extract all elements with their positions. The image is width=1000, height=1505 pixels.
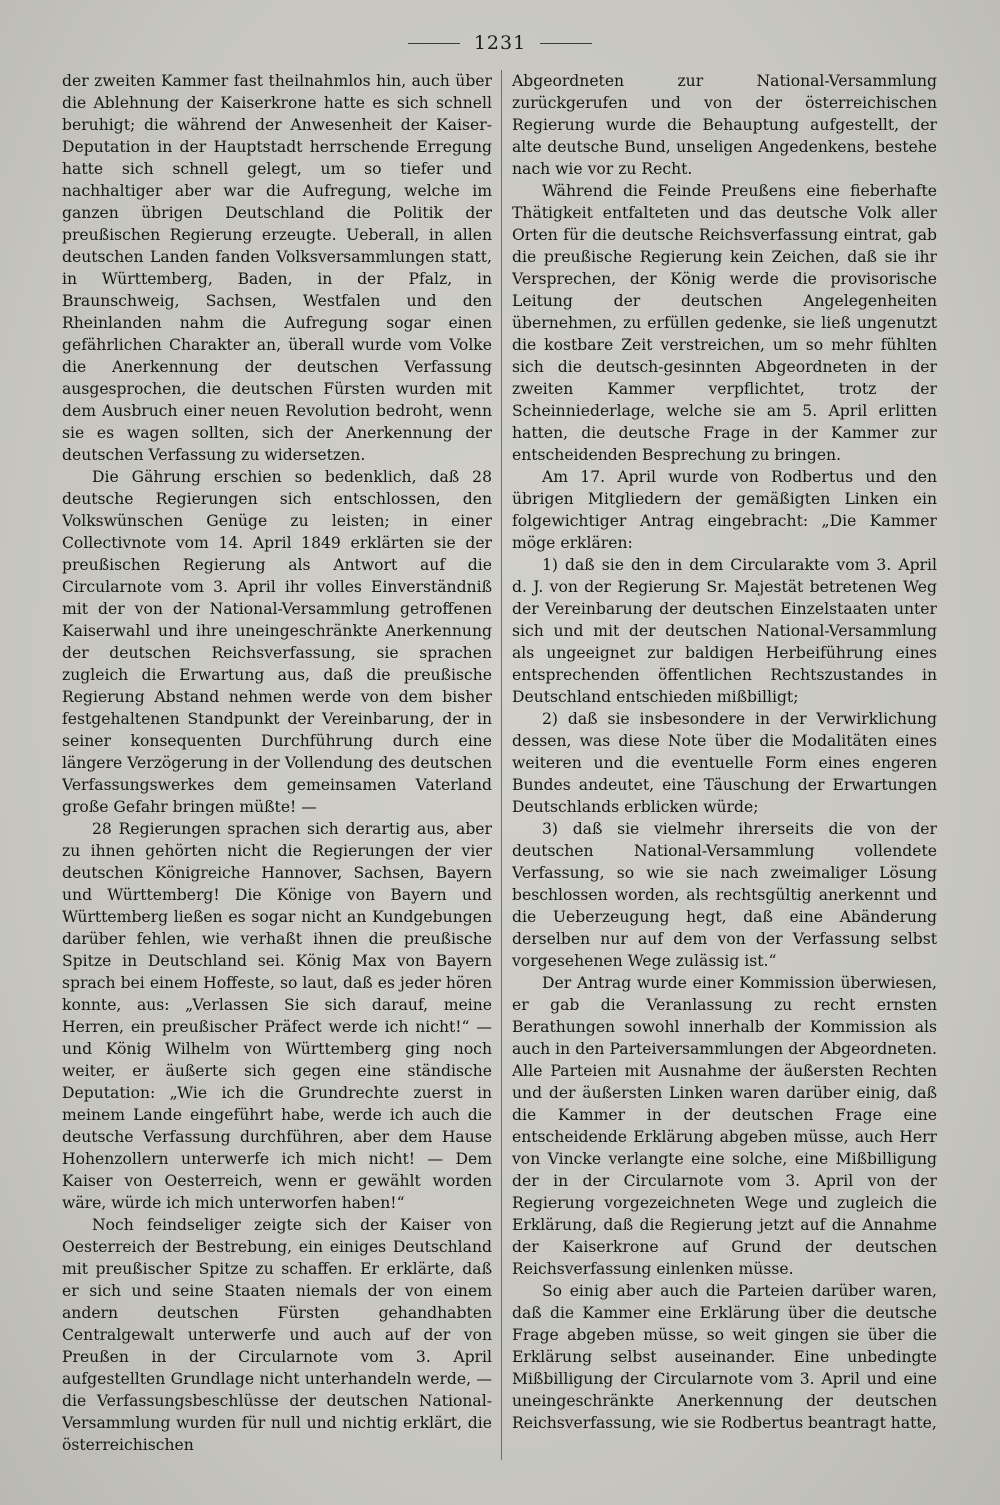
numbered-item: 1) daß sie den in dem Circularakte vom 3. April d. J. von der Regierung Sr. Majestät betretenen Weg der Vereinbarung der deutschen Einzelstaaten unter sich und mit der deutschen National-Versammlung als ungeeignet zur baldigen Herbeiführung eines entsprechenden öffentlichen Rechtszustandes in Deutschland entschieden mißbilligt; <box>512 556 937 706</box>
paragraph: der zweiten Kammer fast theilnahmlos hin, auch über die Ablehnung der Kaiserkrone hatte es sich schnell beruhigt; die während der Anwesenheit der Kaiser-Deputation in der Hauptstadt herrschende Erregung hatte sich schnell gelegt, um so tiefer und nachhaltiger aber war die Aufregung, welche im ganzen übrigen Deutschland die Politik der preußischen Regierung erzeugte. Ueberall, in allen deutschen Landen fanden Volksversammlungen statt, in Württemberg, Baden, in der Pfalz, in Braunschweig, Sachsen, Westfalen und den Rheinlanden nahm die Aufregung sogar einen gefährlichen Charakter an, überall wurde vom Volke die Anerkennung der deutschen Verfassung ausgesprochen, die deutschen Fürsten wurden mit dem Ausbruch einer neuen Revolution bedroht, wenn sie es wagen sollten, sich der Anerkennung der deutschen Verfassung zu widersetzen. <box>62 72 492 464</box>
paragraph: 28 Regierungen sprachen sich derartig aus, aber zu ihnen gehörten nicht die Regierungen der vier deutschen Königreiche Hannover, Sachsen, Bayern und Württemberg! Die Könige von Bayern und Württemberg ließen es sogar nicht an Kundgebungen darüber fehlen, wie verhaßt ihnen die preußische Spitze in Deutschland sei. König Max von Bayern sprach bei einem Hoffeste, so laut, daß es jeder hören konnte, aus: „Verlassen Sie sich darauf, meine Herren, ein preußischer Präfect werde ich nicht!“ — und König Wilhelm von Württemberg ging noch weiter, er äußerte sich gegen eine ständische Deputation: „Wie ich die Grundrechte zuerst in meinem Lande eingeführt habe, werde ich auch die deutsche Verfassung durchführen, aber dem Hause Hohenzollern unterwerfe ich mich nicht! — Dem Kaiser von Oesterreich, wenn er gewählt worden wäre, würde ich mich unterworfen haben!“ <box>62 820 492 1212</box>
paragraph: Die Gährung erschien so bedenklich, daß 28 deutsche Regierungen sich entschlossen, den Volkswünschen Genüge zu leisten; in einer Collectivnote vom 14. April 1849 erklärten sie der preußischen Regierung als Antwort auf die Circularnote vom 3. April ihr volles Einverständniß mit der von der National-Versammlung getroffenen Kaiserwahl und ihre uneingeschränkte Anerkennung der deutschen Reichsverfassung, sie sprachen zugleich die Erwartung aus, daß die preußische Regierung Abstand nehmen werde von dem bisher festgehaltenen Standpunkt der Vereinbarung, der in seiner konsequenten Durchführung durch eine längere Verzögerung in der Vollendung des deutschen Verfassungswerkes dem gemeinsamen Vaterland große Gefahr bringen müßte! — <box>62 468 492 816</box>
paragraph: Am 17. April wurde von Rodbertus und den übrigen Mitgliedern der gemäßigten Linken ein folgewichtiger Antrag eingebracht: „Die Kammer möge erklären: <box>512 468 937 552</box>
paragraph: So einig aber auch die Parteien darüber waren, daß die Kammer eine Erklärung über die deutsche Frage abgeben müsse, so weit gingen sie über die Erklärung selbst auseinander. Eine unbedingte Mißbilligung der Circularnote vom 3. April und eine uneingeschränkte Anerkennung der deutschen Reichsverfassung, wie sie Rodbertus beantragt hatte, <box>512 1282 937 1432</box>
paragraph: Während die Feinde Preußens eine fieberhafte Thätigkeit entfalteten und das deutsche Volk aller Orten für die deutsche Reichsverfassung eintrat, gab die preußische Regierung kein Zeichen, daß sie ihr Versprechen, der König werde die provisorische Leitung der deutschen Angelegenheiten übernehmen, zu erfüllen gedenke, sie ließ ungenutzt die kostbare Zeit verstreichen, um so mehr fühlten sich die deutsch-gesinnten Abgeordneten in der zweiten Kammer verpflichtet, trotz der Scheinniederlage, welche sie am 5. April erlitten hatten, die deutsche Frage in der Kammer zur entscheidenden Besprechung zu bringen. <box>512 182 937 464</box>
column-divider <box>501 70 502 1460</box>
paragraph: Der Antrag wurde einer Kommission überwiesen, er gab die Veranlassung zu recht ernsten Berathungen sowohl innerhalb der Kommission als auch in den Parteiversammlungen der Abgeordneten. Alle Parteien mit Ausnahme der äußersten Rechten und der äußersten Linken waren darüber einig, daß die Kammer in der deutschen Frage eine entscheidende Erklärung abgeben müsse, auch Herr von Vincke verlangte eine solche, eine Mißbilligung der in der Circularnote vom 3. April von der Regierung vorgezeichneten Wege und zugleich die Erklärung, daß die Regierung jetzt auf die Annahme der Kaiserkrone auf Grund der deutschen Reichsverfassung einlenken müsse. <box>512 974 937 1278</box>
paragraph: Abgeordneten zur National-Versammlung zurückgerufen und von der österreichischen Regierung wurde die Behauptung aufgestellt, der alte deutsche Bund, unseligen Angedenkens, bestehe nach wie vor zu Recht. <box>512 72 937 178</box>
numbered-item: 3) daß sie vielmehr ihrerseits die von der deutschen National-Versammlung vollendete Verfassung, so wie sie nach zweimaliger Lösung beschlossen worden, als rechtsgültig anerkennt und die Ueberzeugung hegt, daß eine Abänderung derselben nur auf dem von der Verfassung selbst vorgesehenen Wege zulässig ist.“ <box>512 820 937 970</box>
page-number: 1231 <box>473 32 527 54</box>
left-text-column <box>62 70 492 1480</box>
header-rule-left <box>408 43 460 44</box>
numbered-item: 2) daß sie insbesondere in der Verwirklichung dessen, was diese Note über die Modalitäten eines weiteren und die eventuelle Form eines engeren Bundes andeutet, eine Täuschung der Erwartungen Deutschlands erblicken würde; <box>512 710 937 816</box>
paragraph: Noch feindseliger zeigte sich der Kaiser von Oesterreich der Bestrebung, ein einiges Deutschland mit preußischer Spitze zu schaffen. Er erklärte, daß er sich und seine Staaten niemals der von einem andern deutschen Fürsten gehandhabten Centralgewalt unterwerfe und auch auf der von Preußen in der Circularnote vom 3. April aufgestellten Grundlage nicht unterhandeln werde, — die Verfassungsbeschlüsse der deutschen National-Versammlung wurden für null und nichtig erklärt, die österreichischen <box>62 1216 492 1454</box>
page-header <box>0 28 1000 58</box>
header-rule-right <box>540 43 592 44</box>
right-text-column <box>512 70 937 1480</box>
